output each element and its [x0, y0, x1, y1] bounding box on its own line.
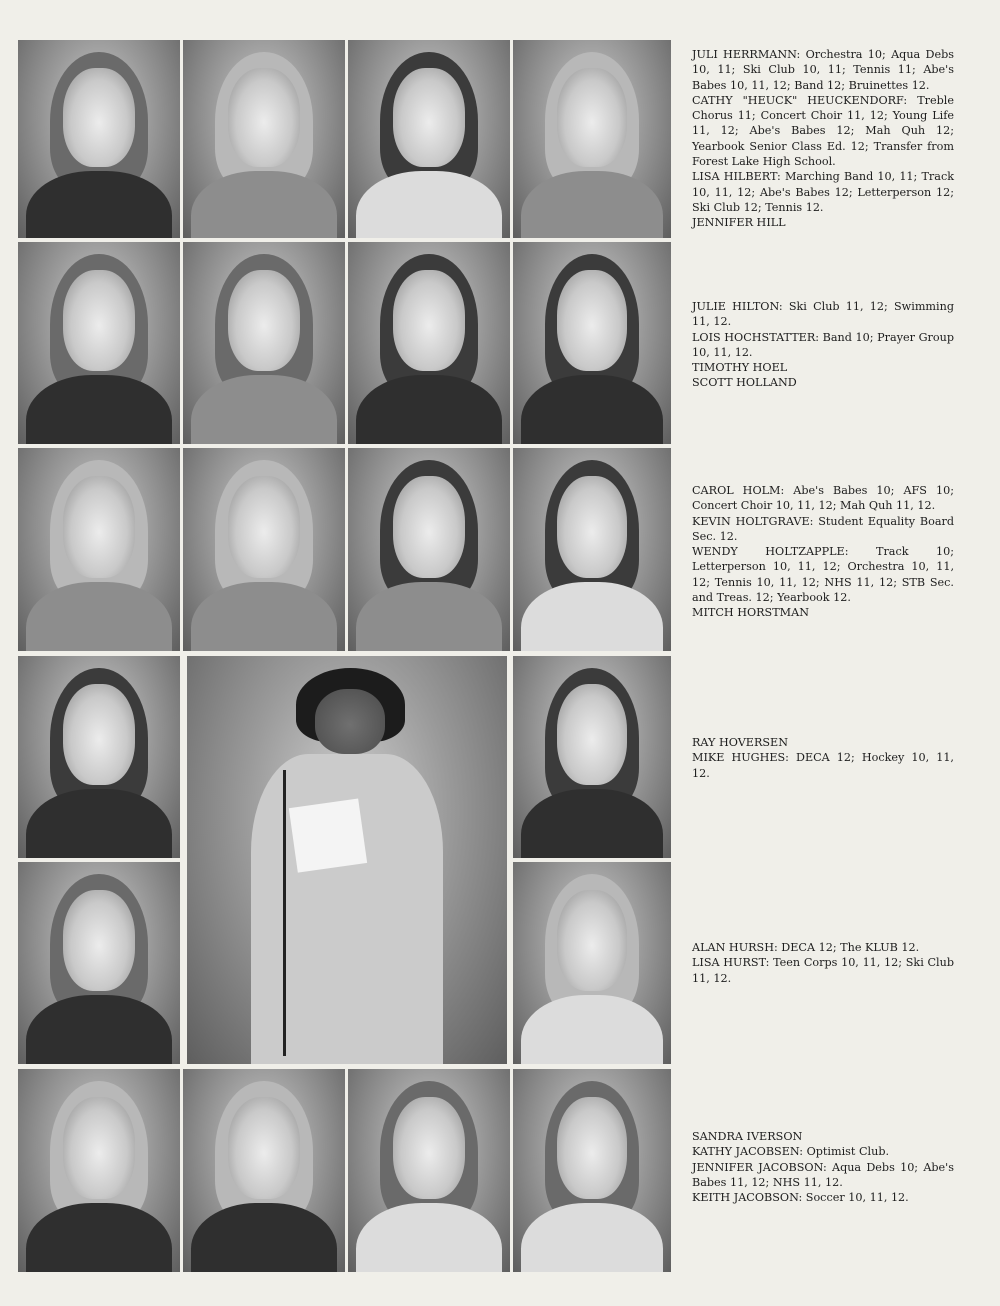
- caption-entry: RAY HOVERSEN: [692, 736, 789, 749]
- portrait-photo: [348, 1069, 510, 1272]
- caption-entry: CAROL HOLM: Abe's Babes 10; AFS 10; Concert Choir 10, 11, 12; Mah Quh 11, 12.: [692, 484, 954, 513]
- caption-entry: KATHY JACOBSEN: Optimist Club.: [692, 1145, 890, 1159]
- portrait-photo: [513, 656, 671, 858]
- caption-block: [692, 940, 954, 986]
- caption-entry: MITCH HORSTMAN: [692, 606, 810, 620]
- caption-entry: SCOTT HOLLAND: [692, 376, 797, 390]
- caption-entry: SANDRA IVERSON: [692, 1130, 803, 1143]
- caption-entry: MIKE HUGHES: DECA 12; Hockey 10, 11, 12.: [692, 751, 954, 780]
- portrait-photo: [18, 1069, 180, 1272]
- portrait-photo: [183, 448, 345, 651]
- caption-entry: CATHY "HEUCK" HEUCKENDORF: Treble Chorus 11; Concert Choir 11, 12; Young Life 11, 12; Abe's Babes 12; Mah Quh 12; Yearbook Senior Class Ed. 12; Transfer from Forest Lake High School.: [692, 93, 954, 169]
- portrait-photo: [18, 862, 180, 1064]
- caption-entry: JULIE HILTON: Ski Club 11, 12; Swimming 11, 12.: [692, 300, 954, 329]
- caption-block: [692, 735, 954, 781]
- caption-entry: KEITH JACOBSON: Soccer 10, 11, 12.: [692, 1191, 909, 1205]
- caption-entry: WENDY HOLTZAPPLE: Track 10; Letterperson 10, 11, 12; Orchestra 10, 11, 12; Tennis 10, 11, 12; NHS 11, 12; STB Sec. and Treas. 12; Yearbook 12.: [692, 545, 954, 605]
- caption-entry: ALAN HURSH: DECA 12; The KLUB 12.: [692, 941, 920, 954]
- portrait-photo: [513, 862, 671, 1064]
- portrait-photo: [18, 40, 180, 238]
- caption-entry: JENNIFER HILL: [692, 216, 786, 230]
- portrait-photo: [348, 448, 510, 651]
- portrait-photo: [183, 1069, 345, 1272]
- portrait-photo: [18, 656, 180, 858]
- caption-entry: LISA HILBERT: Marching Band 10, 11; Track 10, 11, 12; Abe's Babes 12; Letterperson 12; Ski Club 12; Tennis 12.: [692, 170, 954, 214]
- portrait-photo: [183, 242, 345, 444]
- caption-entry: LOIS HOCHSTATTER: Band 10; Prayer Group 10, 11, 12.: [692, 330, 954, 359]
- portrait-photo: [513, 1069, 671, 1272]
- caption-block: [692, 1129, 954, 1205]
- portrait-photo: [513, 40, 671, 238]
- caption-block: [692, 47, 954, 231]
- candid-photo: [187, 656, 507, 1064]
- portrait-photo: [183, 40, 345, 238]
- portrait-photo: [18, 242, 180, 444]
- caption-entry: JENNIFER JACOBSON: Aqua Debs 10; Abe's Babes 11, 12; NHS 11, 12.: [692, 1160, 954, 1189]
- caption-entry: JULI HERRMANN: Orchestra 10; Aqua Debs 10, 11; Ski Club 10, 11; Tennis 11; Abe's Babes 10, 11, 12; Band 12; Bruinettes 12.: [692, 48, 954, 92]
- caption-block: [692, 483, 954, 621]
- portrait-photo: [348, 40, 510, 238]
- portrait-photo: [513, 448, 671, 651]
- portrait-photo: [348, 242, 510, 444]
- portrait-photo: [18, 448, 180, 651]
- caption-block: [692, 299, 954, 391]
- caption-entry: KEVIN HOLTGRAVE: Student Equality Board Sec. 12.: [692, 514, 954, 543]
- caption-entry: TIMOTHY HOEL: [692, 361, 788, 375]
- caption-entry: LISA HURST: Teen Corps 10, 11, 12; Ski Club 11, 12.: [692, 956, 954, 985]
- portrait-photo: [513, 242, 671, 444]
